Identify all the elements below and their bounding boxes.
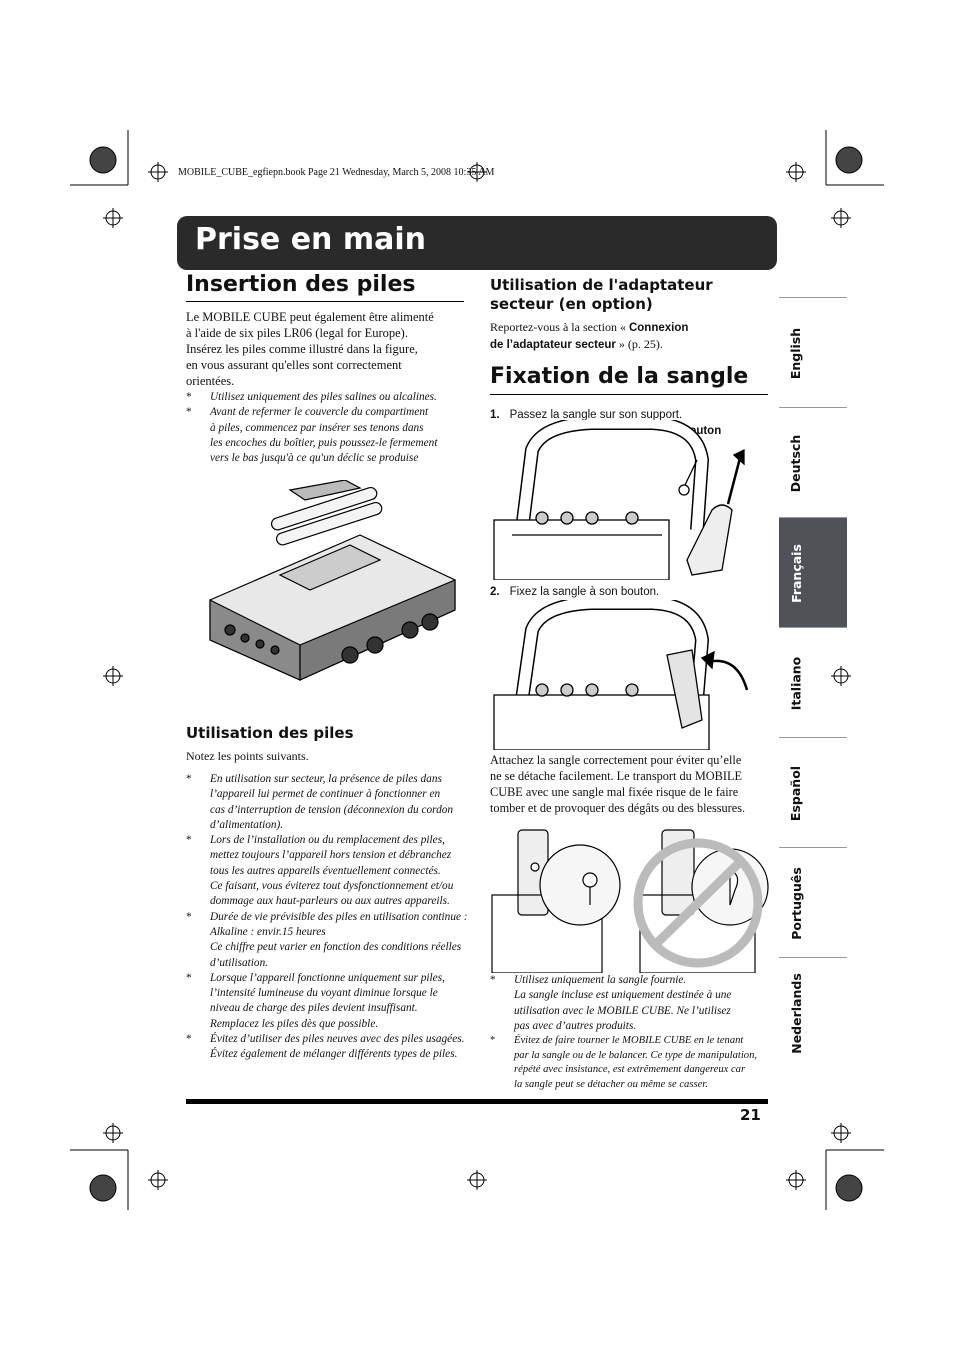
tab-deutsch[interactable]: Deutsch xyxy=(779,407,847,518)
adapter-link[interactable]: Connexion xyxy=(628,322,689,334)
strap-step2-illustration xyxy=(492,600,762,750)
file-info-line: MOBILE_CUBE_egfiepn.book Page 21 Wednesday, March 5, 2008 10:35 AM xyxy=(178,167,495,178)
strap-heading-block xyxy=(490,364,768,395)
sub-heading-adaptateur: Utilisation de l'adaptateur secteur (en option) xyxy=(490,276,713,313)
section-heading-insertion: Insertion des piles xyxy=(186,272,416,297)
tab-english[interactable]: English xyxy=(779,297,847,408)
note-item: * Lorsque l’appareil fonctionne uniquement sur piles, l’intensité lumineuse du voyant diminue lorsque le niveau de charge des piles devient insuffisant. Remplacez les piles dès que possible. xyxy=(186,971,445,1030)
note-item: * Utilisez uniquement des piles salines ou alcalines. xyxy=(186,391,437,403)
sub-heading-utilisation-piles: Utilisation des piles xyxy=(186,724,354,742)
tab-italiano[interactable]: Italiano xyxy=(779,627,847,738)
section-rule xyxy=(186,301,464,302)
note-item: * Avant de refermer le couvercle du compartiment à piles, commencez par insérer ses tenons dans les encoches du boîtier, puis poussez-le fermement vers le bas jusqu'à ce qu'un déclic se produise xyxy=(186,406,438,465)
page-title-bar xyxy=(177,216,777,270)
language-tabs xyxy=(779,297,847,1067)
strap-paragraph: Attachez la sangle correctement pour éviter qu’elle ne se détache facilement. Le transport du MOBILE CUBE avec une sangle mal fixée risque de le faire tomber et de provoquer des dégâts ou des blessures. xyxy=(490,753,746,815)
battery-insertion-illustration xyxy=(200,480,465,705)
note-item: * Évitez d’utiliser des piles neuves avec des piles usagées. Évitez également de mélanger différents types de piles. xyxy=(186,1033,465,1061)
notes-list xyxy=(186,390,464,466)
note-item: * Utilisez uniquement la sangle fournie. La sangle incluse est uniquement destinée à une utilisation avec le MOBILE CUBE. Ne l’utilisez pas avec d’autres produits. xyxy=(490,974,732,1032)
sub-intro: Notez les points suivants. xyxy=(186,749,309,763)
page-number: 21 xyxy=(740,1106,761,1124)
strap-step1-illustration xyxy=(492,420,762,580)
tab-francais[interactable]: Français xyxy=(779,517,847,628)
section-heading-sangle: Fixation de la sangle xyxy=(490,364,749,389)
page-title: Prise en main xyxy=(195,222,427,257)
tab-portugues[interactable]: Português xyxy=(779,847,847,958)
tab-nederlands[interactable]: Nederlands xyxy=(779,957,847,1068)
note-item: * Lors de l’installation ou du remplacement des piles, mettez toujours l’appareil hors tension et débranchez tous les autres appareils éventuellement connectés. Ce faisant, vous éviterez tout dysfonctionnement et/ou dommage aux haut-parleurs ou aux autres appareils. xyxy=(186,834,454,908)
intro-paragraph: Le MOBILE CUBE peut également être alimenté à l'aide de six piles LR06 (legal for Europe). Insérez les piles comme illustré dans la figure, en vous assurant qu'elles sont correctement orientées. xyxy=(186,310,434,388)
battery-usage-block xyxy=(186,724,471,1063)
tab-espanol[interactable]: Español xyxy=(779,737,847,848)
strap-notes-list xyxy=(490,973,775,1092)
left-column xyxy=(186,272,464,466)
section-rule xyxy=(490,394,768,395)
step-1: 1. Passez la sangle sur son support. xyxy=(490,409,683,421)
strap-correct-incorrect-illustration xyxy=(490,825,770,973)
step-2: 2. Fixez la sangle à son bouton. xyxy=(490,586,660,598)
note-item: * En utilisation sur secteur, la présence de piles dans l’appareil lui permet de continuer à fonctionner en cas d’interruption de tension (déconnexion du cordon d’alimentation). xyxy=(186,773,454,831)
battery-notes-list xyxy=(186,772,471,1063)
bouton-label: Bouton xyxy=(681,425,722,437)
note-item: * Évitez de faire tourner le MOBILE CUBE en le tenant par la sangle ou de le balancer. Ce type de manipulation, répété avec insistance, est extrêmement dangereux car la sangle peut se détacher ou même se casser. xyxy=(490,1035,758,1090)
footer-rule xyxy=(186,1099,768,1104)
adapter-text: Reportez-vous à la section « Connexion de l’adaptateur secteur » (p. 25). xyxy=(490,320,689,351)
note-item: * Durée de vie prévisible des piles en utilisation continue : Alkaline : envir.15 heures Ce chiffre peut varier en fonction des conditions réelles d’utilisation. xyxy=(186,910,468,969)
adapter-block xyxy=(490,276,770,353)
adapter-link-cont[interactable]: de l’adaptateur secteur xyxy=(490,339,616,351)
